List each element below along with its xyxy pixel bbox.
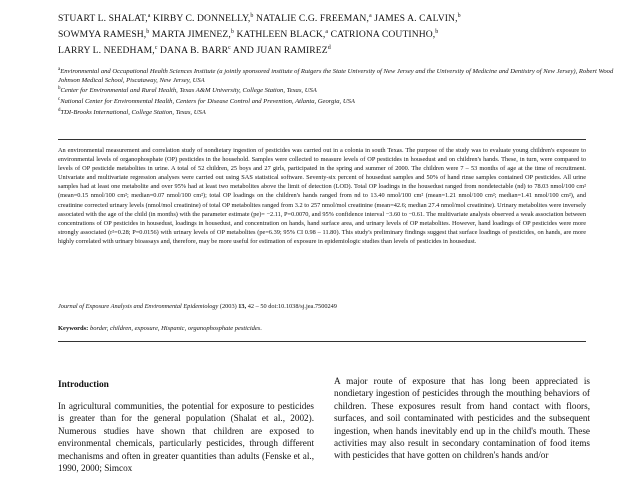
author: LARRY L. NEEDHAM,$^c$ <box>58 44 158 56</box>
body-text-left-column: In agricultural communities, the potential for exposure to pesticides is greater than for the general population (Shalat et al., 2002). Numerous studies have shown that children are exposed to environmental chemicals, particularly pesticides, through different mechanisms and often in greater quantities than adults (Fenske et al., 1990, 2000; Simcox <box>58 401 314 474</box>
author: DANA B. BARR$^c$ <box>160 44 231 56</box>
author: STUART L. SHALAT,$^a$ <box>58 13 151 25</box>
affiliation-list <box>58 66 618 118</box>
keywords-value: border, children, exposure, Hispanic, organophosphate pesticides. <box>89 325 262 332</box>
author: KIRBY C. DONNELLY,$^b$ <box>153 13 254 25</box>
affiliation: $^b$Center for Environmental and Rural Health, Texas A&M University, College Station, Texas, USA <box>58 86 317 95</box>
author: SOWMYA RAMESH,$^b$ <box>58 28 150 40</box>
author: JAMES A. CALVIN,$^b$ <box>374 13 461 25</box>
author: AND JUAN RAMIREZ$^d$ <box>232 44 331 56</box>
affiliation: $^c$National Center for Environmental Health, Centers for Disease Control and Prevention, Atlanta, Georgia, USA <box>58 97 355 106</box>
section-heading-introduction: Introduction <box>58 380 109 390</box>
abstract-top-rule <box>58 139 586 140</box>
body-text-right-column: A major route of exposure that has long been appreciated is nondietary ingestion of pesticides through the mouthing behaviors of children. These exposures result from hand contact with floors, surfaces, and soil contaminated with pesticides and the subsequent ingestion, when hands inevitably end up in the child's mouth. These activities may also result in secondary contamination of food items with pesticides that have gotten on children's hands and/or <box>334 376 590 461</box>
keywords-label: Keywords: <box>58 325 89 332</box>
keywords <box>58 324 586 333</box>
affiliation: $^a$Environmental and Occupational Health Sciences Institute (a jointly sponsored institute of Rutgers the State University of New Jersey and the University of Medicine and Dentistry of New Jersey), Robert Wood Johnson Medical School, Piscataway, New Jersey, USA <box>58 67 614 84</box>
author: NATALIE C.G. FREEMAN,$^a$ <box>255 13 372 25</box>
abstract: An environmental measurement and correlation study of nondietary ingestion of pesticides was carried out in a colonia in south Texas. The purpose of the study was to evaluate young children's exposure to environmental levels of organophosphate (OP) pesticides in the household. Samples were collected to measure levels of OP pesticides in housedust and on children's hands. These, in turn, were compared to levels of OP pesticide metabolites in urine. A total of 52 children, 25 boys and 27 girls, participated in the spring and summer of 2000. The children were 7 – 53 months of age at the time of recruitment. Univariate and multivariate regression analyses were carried out using SAS statistical software. Seventy-six percent of housedust samples and 50% of hand rinse samples contained OP pesticides. All urine samples had at least one metabolite and over 95% had at least two metabolites above the limit of detection (LOD). Total OP loadings in the housedust ranged from nondetectable (nd) to 78.03 nmol/100 cm² (mean=0.15 nmol/100 cm²; median=0.07 nmol/100 cm²); total OP loadings on the children's hands ranged from nd to 13.40 nmol/100 cm² (mean=1.21 nmol/100 cm²; median=1.41 nmol/100 cm²), and creatinine corrected urinary levels (nmol/mol creatinine) of total OP metabolites ranged from 3.2 to 257 nmol/mol creatinine (mean=42.6; median 27.4 nmol/mol creatinine). Urinary metabolites were inversely associated with the age of the child (in months) with the parameter estimate (pe)= −2.11, P=0.0070, and 95% confidence interval −3.60 to −0.61. The multivariate analysis observed a weak association between concentrations of OP pesticides in housedust, loadings in housedust, and concentration on hands, hand surface area, and urinary levels of OP metabolites. However, hand loadings of OP pesticides were more strongly associated (r²=0.28; P=0.0156) with urinary levels of OP metabolites (pe=6.39; 95% CI 0.98 – 11.80). This study's preliminary findings suggest that surface loadings of pesticides, on hands, are more highly correlated with urinary bioassays and, therefore, may be more useful for estimation of exposure in epidemiologic studies than levels of pesticides in housedust. <box>58 147 586 245</box>
author: CATRIONA COUTINHO,$^b$ <box>330 28 439 40</box>
journal-citation: Journal of Exposure Analysis and Environmental Epidemiology (2003) 13, 42 – 50 doi:10.1038/sj.jea.7500249 <box>58 303 337 310</box>
affiliation: $^d$TDI-Brooks International, College Station, Texas, USA <box>58 107 206 117</box>
author-list <box>58 10 618 57</box>
author: MARTA JIMENEZ,$^b$ <box>151 28 234 40</box>
abstract-bottom-rule <box>58 341 586 342</box>
author: KATHLEEN BLACK,$^a$ <box>236 28 329 40</box>
